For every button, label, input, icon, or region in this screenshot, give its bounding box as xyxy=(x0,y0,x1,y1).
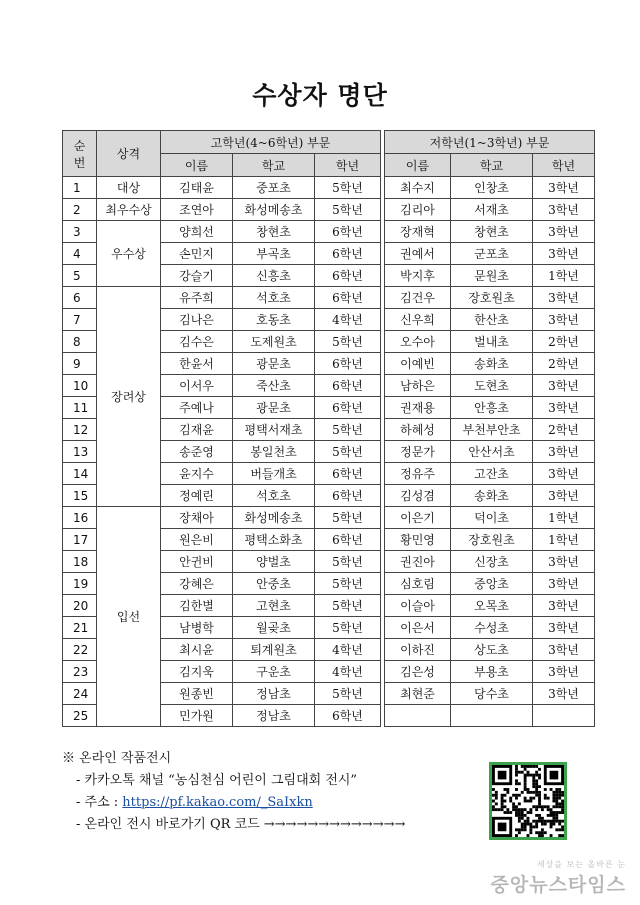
senior-name: 김나은 xyxy=(161,309,233,331)
junior-school: 상도초 xyxy=(451,639,533,661)
senior-grade: 6학년 xyxy=(315,485,381,507)
senior-name: 강슬기 xyxy=(161,265,233,287)
junior-name: 오수아 xyxy=(385,331,451,353)
row-number: 16 xyxy=(63,507,97,529)
junior-grade: 3학년 xyxy=(533,617,595,639)
junior-school: 고잔초 xyxy=(451,463,533,485)
junior-school: 안산서초 xyxy=(451,441,533,463)
junior-name: 김성겸 xyxy=(385,485,451,507)
junior-name: 정유주 xyxy=(385,463,451,485)
senior-school: 안중초 xyxy=(233,573,315,595)
senior-school: 평택소화초 xyxy=(233,529,315,551)
row-number: 3 xyxy=(63,221,97,243)
junior-name: 권진아 xyxy=(385,551,451,573)
junior-school: 군포초 xyxy=(451,243,533,265)
senior-name: 강혜은 xyxy=(161,573,233,595)
junior-school: 수성초 xyxy=(451,617,533,639)
senior-school: 고현초 xyxy=(233,595,315,617)
junior-grade: 3학년 xyxy=(533,639,595,661)
senior-school: 화성메송초 xyxy=(233,199,315,221)
senior-name: 최시윤 xyxy=(161,639,233,661)
header-senior-name: 이름 xyxy=(161,154,233,177)
qr-code[interactable] xyxy=(489,762,567,840)
junior-grade: 1학년 xyxy=(533,265,595,287)
junior-name: 장재혁 xyxy=(385,221,451,243)
senior-school: 정남초 xyxy=(233,705,315,727)
junior-name: 심호림 xyxy=(385,573,451,595)
senior-name: 민가원 xyxy=(161,705,233,727)
senior-name: 장채아 xyxy=(161,507,233,529)
junior-school: 중앙초 xyxy=(451,573,533,595)
senior-school: 광문초 xyxy=(233,353,315,375)
junior-school: 인창초 xyxy=(451,177,533,199)
senior-school: 호동초 xyxy=(233,309,315,331)
junior-grade: 3학년 xyxy=(533,595,595,617)
junior-name: 김리아 xyxy=(385,199,451,221)
junior-grade: 3학년 xyxy=(533,683,595,705)
senior-name: 김태윤 xyxy=(161,177,233,199)
junior-grade: 3학년 xyxy=(533,661,595,683)
junior-name: 신우희 xyxy=(385,309,451,331)
senior-grade: 6학년 xyxy=(315,463,381,485)
senior-school: 화성메송초 xyxy=(233,507,315,529)
junior-grade: 3학년 xyxy=(533,243,595,265)
award-cell: 장려상 xyxy=(97,287,161,507)
junior-school: 벌내초 xyxy=(451,331,533,353)
junior-school: 도현초 xyxy=(451,375,533,397)
senior-school: 퇴계원초 xyxy=(233,639,315,661)
senior-name: 윤지수 xyxy=(161,463,233,485)
junior-name: 김은성 xyxy=(385,661,451,683)
junior-grade: 3학년 xyxy=(533,551,595,573)
junior-name: 최현준 xyxy=(385,683,451,705)
senior-grade: 6학년 xyxy=(315,265,381,287)
junior-school: 서재초 xyxy=(451,199,533,221)
senior-school: 봉일천초 xyxy=(233,441,315,463)
row-number: 24 xyxy=(63,683,97,705)
junior-name: 이예빈 xyxy=(385,353,451,375)
award-cell: 입선 xyxy=(97,507,161,727)
senior-name: 원종빈 xyxy=(161,683,233,705)
junior-school: 신장초 xyxy=(451,551,533,573)
senior-grade: 6학년 xyxy=(315,397,381,419)
notes-kakao-channel: - 카카오톡 채널 “농심천심 어린이 그림대회 전시” xyxy=(76,773,358,788)
junior-school: 오목초 xyxy=(451,595,533,617)
senior-name: 안귄비 xyxy=(161,551,233,573)
senior-grade: 4학년 xyxy=(315,639,381,661)
senior-school: 창현초 xyxy=(233,221,315,243)
row-number: 1 xyxy=(63,177,97,199)
junior-name: 이슬아 xyxy=(385,595,451,617)
junior-grade: 3학년 xyxy=(533,441,595,463)
senior-grade: 5학년 xyxy=(315,595,381,617)
row-number: 18 xyxy=(63,551,97,573)
junior-grade xyxy=(533,705,595,727)
award-cell: 대상 xyxy=(97,177,161,199)
header-no: 순 번 xyxy=(63,131,97,177)
address-link[interactable]: https://pf.kakao.com/_SaIxkn xyxy=(122,795,313,810)
senior-school: 신흥초 xyxy=(233,265,315,287)
notes xyxy=(62,748,405,836)
junior-name: 권예서 xyxy=(385,243,451,265)
junior-grade: 2학년 xyxy=(533,353,595,375)
senior-name: 남병학 xyxy=(161,617,233,639)
table-row xyxy=(63,221,595,243)
junior-school: 한산초 xyxy=(451,309,533,331)
address-label: - 주소 : xyxy=(76,795,123,810)
junior-grade: 3학년 xyxy=(533,375,595,397)
junior-school: 문원초 xyxy=(451,265,533,287)
senior-school: 석호초 xyxy=(233,287,315,309)
qr-code-icon xyxy=(492,765,564,837)
junior-name: 하혜성 xyxy=(385,419,451,441)
junior-school: 장호원초 xyxy=(451,529,533,551)
senior-name: 한윤서 xyxy=(161,353,233,375)
junior-grade: 3학년 xyxy=(533,485,595,507)
junior-school: 장호원초 xyxy=(451,287,533,309)
senior-school: 도제원초 xyxy=(233,331,315,353)
senior-school: 양벌초 xyxy=(233,551,315,573)
senior-school: 부곡초 xyxy=(233,243,315,265)
award-cell: 최우수상 xyxy=(97,199,161,221)
header-junior-school: 학교 xyxy=(451,154,533,177)
row-number: 20 xyxy=(63,595,97,617)
header-junior-group: 저학년(1~3학년) 부문 xyxy=(385,131,595,154)
page-title: 수상자 명단 xyxy=(252,81,388,110)
junior-school: 송화초 xyxy=(451,353,533,375)
senior-school: 월곶초 xyxy=(233,617,315,639)
row-number: 15 xyxy=(63,485,97,507)
watermark-logo: 중앙뉴스타임스 xyxy=(490,874,626,896)
header-senior-group: 고학년(4~6학년) 부문 xyxy=(161,131,381,154)
row-number: 21 xyxy=(63,617,97,639)
junior-grade: 1학년 xyxy=(533,529,595,551)
table-row xyxy=(63,177,595,199)
notes-address xyxy=(62,792,405,814)
junior-grade: 2학년 xyxy=(533,419,595,441)
row-number: 4 xyxy=(63,243,97,265)
senior-grade: 6학년 xyxy=(315,287,381,309)
senior-name: 김수은 xyxy=(161,331,233,353)
senior-grade: 5학년 xyxy=(315,507,381,529)
row-number: 2 xyxy=(63,199,97,221)
senior-school: 버들개초 xyxy=(233,463,315,485)
row-number: 23 xyxy=(63,661,97,683)
header-senior-school: 학교 xyxy=(233,154,315,177)
header-junior-name: 이름 xyxy=(385,154,451,177)
senior-grade: 6학년 xyxy=(315,705,381,727)
senior-name: 김한별 xyxy=(161,595,233,617)
senior-school: 구운초 xyxy=(233,661,315,683)
junior-name: 황민영 xyxy=(385,529,451,551)
senior-grade: 6학년 xyxy=(315,375,381,397)
junior-name: 정문가 xyxy=(385,441,451,463)
junior-grade: 2학년 xyxy=(533,331,595,353)
watermark-slogan: 세상을 보는 올바른 눈 xyxy=(536,860,626,869)
senior-grade: 5학년 xyxy=(315,551,381,573)
junior-name xyxy=(385,705,451,727)
senior-school: 석호초 xyxy=(233,485,315,507)
row-number: 14 xyxy=(63,463,97,485)
senior-grade: 6학년 xyxy=(315,221,381,243)
senior-school: 중포초 xyxy=(233,177,315,199)
header-senior-grade: 학년 xyxy=(315,154,381,177)
junior-school: 당수초 xyxy=(451,683,533,705)
junior-grade: 1학년 xyxy=(533,507,595,529)
junior-grade: 3학년 xyxy=(533,309,595,331)
senior-grade: 4학년 xyxy=(315,661,381,683)
senior-name: 김지욱 xyxy=(161,661,233,683)
junior-grade: 3학년 xyxy=(533,573,595,595)
senior-grade: 5학년 xyxy=(315,573,381,595)
junior-grade: 3학년 xyxy=(533,199,595,221)
junior-grade: 3학년 xyxy=(533,463,595,485)
senior-name: 조연아 xyxy=(161,199,233,221)
notes-qr-guide: - 온라인 전시 바로가기 QR 코드 →→→→→→→→→→→→→ xyxy=(76,817,406,832)
row-number: 5 xyxy=(63,265,97,287)
row-number: 8 xyxy=(63,331,97,353)
junior-school: 부용초 xyxy=(451,661,533,683)
junior-name: 이하진 xyxy=(385,639,451,661)
junior-name: 최수지 xyxy=(385,177,451,199)
senior-name: 손민지 xyxy=(161,243,233,265)
winners-table xyxy=(62,130,595,727)
junior-grade: 3학년 xyxy=(533,397,595,419)
table-row xyxy=(63,287,595,309)
junior-name: 권재용 xyxy=(385,397,451,419)
junior-school: 부천부안초 xyxy=(451,419,533,441)
junior-school: 창현초 xyxy=(451,221,533,243)
junior-school xyxy=(451,705,533,727)
row-number: 6 xyxy=(63,287,97,309)
junior-school: 덕이초 xyxy=(451,507,533,529)
senior-name: 양희선 xyxy=(161,221,233,243)
junior-name: 김건우 xyxy=(385,287,451,309)
junior-grade: 3학년 xyxy=(533,287,595,309)
row-number: 25 xyxy=(63,705,97,727)
junior-name: 이은기 xyxy=(385,507,451,529)
junior-name: 박지후 xyxy=(385,265,451,287)
header-junior-grade: 학년 xyxy=(533,154,595,177)
junior-grade: 3학년 xyxy=(533,177,595,199)
senior-school: 광문초 xyxy=(233,397,315,419)
senior-name: 이서우 xyxy=(161,375,233,397)
row-number: 19 xyxy=(63,573,97,595)
senior-grade: 5학년 xyxy=(315,617,381,639)
senior-grade: 6학년 xyxy=(315,243,381,265)
senior-grade: 5학년 xyxy=(315,199,381,221)
table-row xyxy=(63,507,595,529)
senior-school: 정남초 xyxy=(233,683,315,705)
row-number: 17 xyxy=(63,529,97,551)
notes-heading: ※ 온라인 작품전시 xyxy=(62,751,172,766)
senior-grade: 5학년 xyxy=(315,683,381,705)
junior-school: 송화초 xyxy=(451,485,533,507)
senior-grade: 5학년 xyxy=(315,177,381,199)
table-row xyxy=(63,199,595,221)
row-number: 7 xyxy=(63,309,97,331)
senior-name: 유주희 xyxy=(161,287,233,309)
row-number: 10 xyxy=(63,375,97,397)
row-number: 13 xyxy=(63,441,97,463)
row-number: 11 xyxy=(63,397,97,419)
junior-name: 이은서 xyxy=(385,617,451,639)
senior-grade: 5학년 xyxy=(315,419,381,441)
senior-grade: 5학년 xyxy=(315,441,381,463)
senior-school: 평택서재초 xyxy=(233,419,315,441)
senior-grade: 6학년 xyxy=(315,353,381,375)
senior-school: 죽산초 xyxy=(233,375,315,397)
award-cell: 우수상 xyxy=(97,221,161,287)
senior-name: 정예린 xyxy=(161,485,233,507)
senior-grade: 4학년 xyxy=(315,309,381,331)
junior-grade: 3학년 xyxy=(533,221,595,243)
senior-grade: 5학년 xyxy=(315,331,381,353)
senior-name: 송준영 xyxy=(161,441,233,463)
senior-name: 김재윤 xyxy=(161,419,233,441)
senior-name: 주예나 xyxy=(161,397,233,419)
winners-table-wrap xyxy=(62,130,595,727)
row-number: 9 xyxy=(63,353,97,375)
senior-grade: 6학년 xyxy=(315,529,381,551)
row-number: 12 xyxy=(63,419,97,441)
watermark xyxy=(491,859,626,897)
junior-school: 안흥초 xyxy=(451,397,533,419)
senior-name: 원은비 xyxy=(161,529,233,551)
row-number: 22 xyxy=(63,639,97,661)
header-award: 상격 xyxy=(97,131,161,177)
junior-name: 남하은 xyxy=(385,375,451,397)
